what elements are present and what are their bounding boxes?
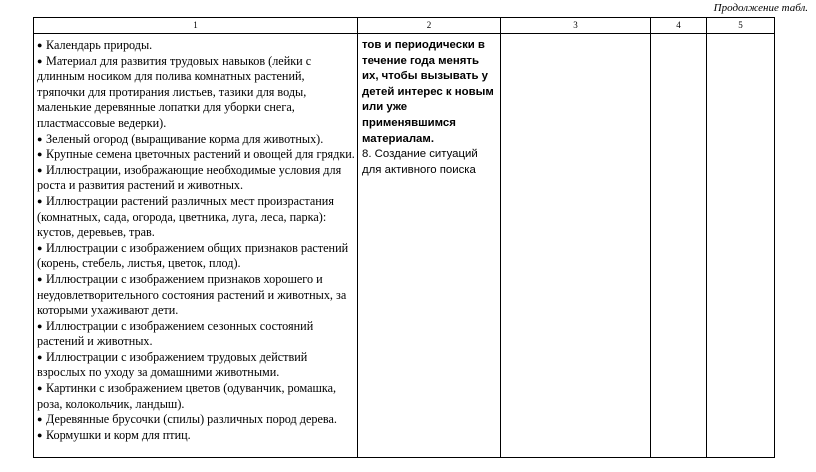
column-4-cell xyxy=(651,34,707,458)
materials-list xyxy=(34,34,357,443)
list-item-text: Зеленый огород (выращивание корма для животных). xyxy=(46,131,324,146)
bullet-icon: ● xyxy=(37,133,43,144)
list-item-text: Деревянные брусочки (спилы) различных пород дерева. xyxy=(46,412,337,427)
list-item-text: Иллюстрации растений различных мест произрастания (комнатных, сада, огорода, цветника, луга, леса, парка): кустов, деревьев, трав. xyxy=(37,193,334,240)
list-item xyxy=(37,54,355,132)
header-cell-1: 1 xyxy=(34,18,358,34)
list-item xyxy=(37,272,355,319)
bullet-icon: ● xyxy=(37,164,43,175)
list-item xyxy=(37,38,355,54)
list-item xyxy=(37,350,355,381)
list-item-text: Крупные семена цветочных растений и овощей для грядки. xyxy=(46,147,355,162)
bullet-icon: ● xyxy=(37,40,43,50)
bullet-icon: ● xyxy=(37,195,43,206)
bullet-icon: ● xyxy=(37,149,43,160)
list-item-text: Иллюстрации, изображающие необходимые условия для роста и развития растений и животных. xyxy=(37,162,342,193)
bullet-icon: ● xyxy=(37,351,43,362)
recommendation-point-8: 8. Создание ситуаций для активного поиска xyxy=(362,148,478,176)
bullet-icon: ● xyxy=(37,383,43,394)
list-item xyxy=(37,241,355,272)
content-table xyxy=(33,17,775,458)
list-item xyxy=(37,194,355,241)
list-item-text: Кормушки и корм для птиц. xyxy=(46,427,191,442)
list-item xyxy=(37,132,355,148)
list-item-text: Иллюстрации с изображением трудовых действий взрослых по уходу за домашними животными. xyxy=(37,349,308,380)
bullet-icon: ● xyxy=(37,273,43,284)
header-cell-2: 2 xyxy=(358,18,501,34)
bullet-icon: ● xyxy=(37,55,43,66)
header-cell-3: 3 xyxy=(501,18,651,34)
column-5-cell xyxy=(707,34,775,458)
list-item xyxy=(37,163,355,194)
table-continuation-caption: Продолжение табл. xyxy=(713,2,808,14)
list-item-text: Иллюстрации с изображением сезонных состояний растений и животных. xyxy=(37,318,314,349)
list-item xyxy=(37,428,355,444)
materials-cell xyxy=(34,34,358,458)
column-3-cell xyxy=(501,34,651,458)
bullet-icon: ● xyxy=(37,320,43,331)
list-item-text: Материал для развития трудовых навыков (лейки с длинным носиком для полива комнатных растений, тряпочки для протирания листьев, тазики для воды, маленькие деревянные лопатки для уборки снега, пластмассовые ведерки). xyxy=(37,53,312,130)
list-item xyxy=(37,319,355,350)
recommendation-text: тов и периодически в течение года менять их, чтобы вызывать у детей интерес к новым или уже применявшимся материалам. xyxy=(362,39,494,145)
table-row xyxy=(34,34,775,458)
header-cell-5: 5 xyxy=(707,18,775,34)
list-item xyxy=(37,412,355,428)
bullet-icon: ● xyxy=(37,242,43,253)
list-item xyxy=(37,147,355,163)
list-item-text: Картинки с изображением цветов (одуванчик, ромашка, роза, колокольчик, ландыш). xyxy=(37,381,337,411)
table-header-row xyxy=(34,18,775,34)
list-item-text: Иллюстрации с изображением признаков хорошего и неудовлетворительного состояния растений и животных, за которыми ухаживают дети. xyxy=(37,271,347,318)
bullet-icon: ● xyxy=(37,429,43,440)
recommendations-cell xyxy=(358,34,501,458)
list-item-text: Иллюстрации с изображением общих признаков растений (корень, стебель, листья, цветок, плод). xyxy=(37,240,349,271)
list-item xyxy=(37,381,355,412)
header-cell-4: 4 xyxy=(651,18,707,34)
bullet-icon: ● xyxy=(37,414,43,425)
list-item-text: Календарь природы. xyxy=(46,38,153,52)
